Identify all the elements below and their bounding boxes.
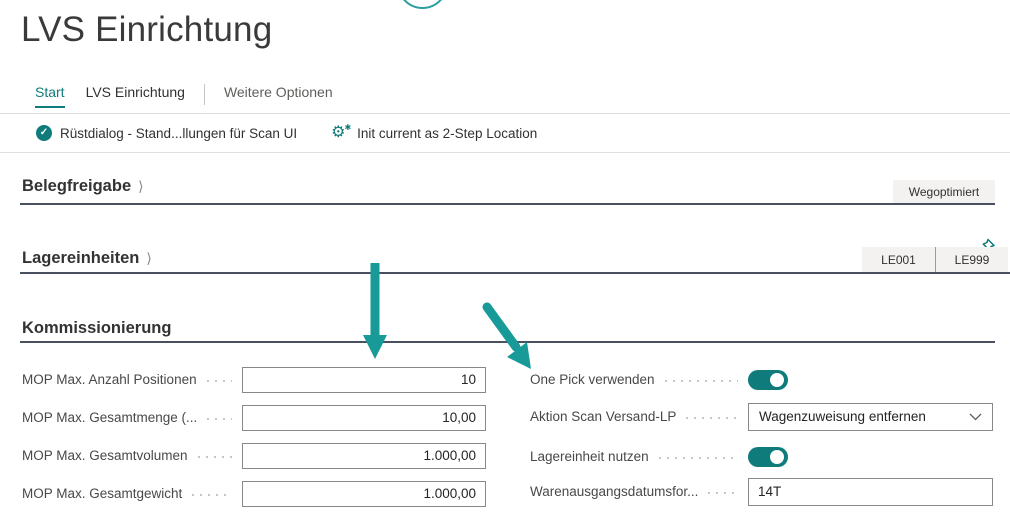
page-title: LVS Einrichtung [21, 10, 273, 49]
menu-tab-bar [35, 84, 333, 108]
field-label: Warenausgangsdatumsfor... [530, 484, 699, 499]
gear-sparkle-icon: ⚙ ✱ [331, 123, 352, 141]
chevron-down-icon [969, 413, 982, 421]
lagereinheit-nutzen-toggle[interactable] [748, 447, 788, 467]
dotted-leader [207, 380, 232, 382]
section-rule [20, 341, 995, 343]
field-row-mop-max-gesamtmenge [22, 404, 486, 431]
dotted-leader [665, 380, 738, 382]
select-value: Wagenzuweisung entfernen [759, 409, 926, 424]
action-init-2step[interactable] [331, 125, 537, 141]
divider-line [0, 152, 1010, 153]
dotted-leader [198, 456, 232, 458]
action-label: Rüstdialog - Stand...llungen für Scan UI [60, 125, 298, 141]
section-heading-belegfreigabe[interactable] [22, 177, 144, 196]
field-label: MOP Max. Gesamtgewicht [22, 486, 183, 501]
dotted-leader [207, 418, 232, 420]
toggle-knob [770, 450, 784, 464]
section-heading-lagereinheiten[interactable] [22, 249, 152, 268]
action-ruestdialog[interactable] [36, 125, 297, 141]
le999-button[interactable]: LE999 [935, 247, 1008, 272]
field-label: One Pick verwenden [530, 372, 655, 387]
vertical-arrow [363, 263, 387, 359]
action-bar [0, 114, 1010, 152]
wegoptimiert-button[interactable]: Wegoptimiert [893, 180, 995, 204]
mop-max-gesamtvolumen-input[interactable] [242, 443, 486, 469]
section-title: Belegfreigabe [22, 177, 132, 195]
one-pick-verwenden-toggle[interactable] [748, 370, 788, 390]
tab-weitere-optionen[interactable]: Weitere Optionen [223, 84, 333, 100]
field-row-one-pick-verwenden [530, 366, 993, 393]
field-row-mop-max-gesamtgewicht [22, 480, 486, 507]
section-title: Kommissionierung [22, 319, 172, 337]
aktion-scan-versand-lp-select[interactable] [748, 403, 993, 431]
tab-lvs-einrichtung[interactable]: LVS Einrichtung [85, 84, 185, 100]
action-label: Init current as 2-Step Location [357, 125, 538, 141]
chevron-right-icon: ⟩ [138, 178, 144, 194]
section-title: Lagereinheiten [22, 249, 140, 267]
tab-divider [204, 84, 205, 105]
field-row-mop-max-gesamtvolumen [22, 442, 486, 469]
diagonal-arrow [487, 307, 531, 369]
section-rule [20, 203, 995, 205]
mop-max-gesamtgewicht-input[interactable] [242, 481, 486, 507]
field-row-warenausgangsdatumsformel [530, 478, 993, 505]
field-label: MOP Max. Gesamtvolumen [22, 448, 188, 463]
mop-max-gesamtmenge-input[interactable] [242, 405, 486, 431]
dotted-leader [659, 457, 738, 459]
field-label: Lagereinheit nutzen [530, 449, 649, 464]
field-label: MOP Max. Gesamtmenge (... [22, 410, 198, 425]
warenausgangsdatumsformel-input[interactable] [748, 478, 993, 506]
tab-start[interactable]: Start [35, 84, 65, 108]
le001-button[interactable]: LE001 [862, 247, 935, 272]
field-row-aktion-scan-versand-lp [530, 403, 993, 430]
field-row-mop-max-anzahl-positionen [22, 366, 486, 393]
field-label: Aktion Scan Versand-LP [530, 409, 677, 424]
field-row-lagereinheit-nutzen [530, 443, 993, 470]
dotted-leader [192, 494, 232, 496]
check-circle-icon: ✓ [36, 125, 52, 141]
field-label: MOP Max. Anzahl Positionen [22, 372, 197, 387]
mop-max-anzahl-positionen-input[interactable] [242, 367, 486, 393]
partial-circle-decoration [397, 0, 448, 9]
section-heading-kommissionierung[interactable] [22, 319, 171, 338]
chevron-right-icon: ⟩ [146, 250, 152, 266]
section-rule [20, 272, 1010, 274]
toggle-knob [770, 373, 784, 387]
dotted-leader [686, 417, 738, 419]
dotted-leader [708, 492, 738, 494]
